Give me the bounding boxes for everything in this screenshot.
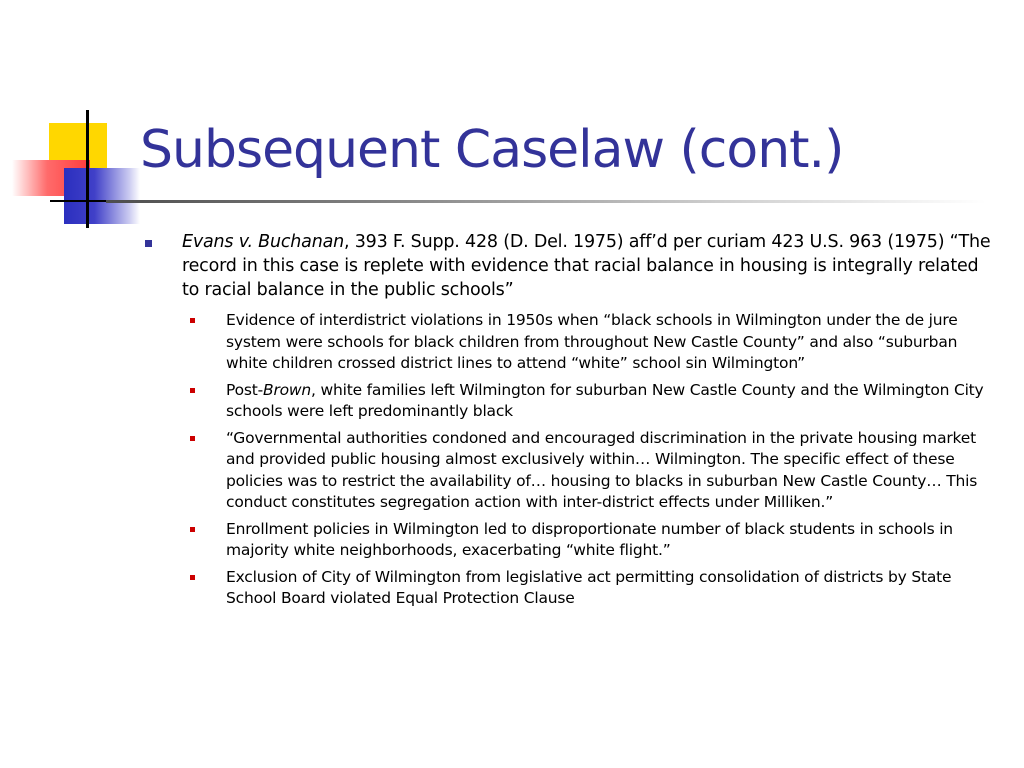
case-name: Evans v. Buchanan	[182, 232, 345, 252]
square-bullet-icon	[145, 240, 152, 247]
sub-bullet-italic: Brown	[263, 380, 312, 399]
square-bullet-icon	[190, 575, 195, 580]
sub-bullet-prefix: Post-	[226, 380, 264, 399]
sub-bullet-text: Exclusion of City of Wilmington from legislative act permitting consolidation of districts by State School Board violated Equal Protection Clause	[226, 567, 952, 607]
sub-bullet-text: Enrollment policies in Wilmington led to disproportionate number of black students in schools in majority white neighborhoods, exacerbating “white flight.”	[226, 519, 953, 559]
square-bullet-icon	[190, 527, 195, 532]
main-bullet-item	[145, 230, 995, 302]
square-bullet-icon	[190, 436, 195, 441]
sub-bullet-text: Evidence of interdistrict violations in 1950s when “black schools in Wilmington under the de jure system were schools for black children from throughout New Castle County” and also “suburban white children crossed district lines to attend “white” school sin Wilmington”	[226, 311, 958, 372]
decorative-logo	[0, 0, 150, 240]
slide-title: Subsequent Caselaw (cont.)	[140, 120, 844, 180]
title-underline	[106, 200, 986, 203]
square-bullet-icon	[190, 388, 195, 393]
sub-bullet-text: “Governmental authorities condoned and encouraged discrimination in the private housing market and provided public housing almost exclusively within… Wilmington. The specific effect of these policies was to restrict the availability of… housing to blacks in suburban New Castle County… This conduct constitutes segregation action with inter-district effects under Milliken.”	[226, 428, 978, 511]
slide-body	[145, 230, 995, 615]
main-bullet-text: , 393 F. Supp. 428 (D. Del. 1975) aff’d per curiam 423 U.S. 963 (1975) “The record in this case is replete with evidence that racial balance in housing is integrally related to racial balance in the public schools”	[182, 232, 991, 300]
vertical-line-decoration	[86, 110, 89, 228]
sub-bullet-item	[190, 310, 995, 375]
square-bullet-icon	[190, 318, 195, 323]
sub-bullet-item	[190, 567, 995, 610]
sub-bullet-item	[190, 428, 995, 514]
sub-bullet-suffix: , white families left Wilmington for suburban New Castle County and the Wilmington City schools were left predominantly black	[226, 380, 984, 420]
sub-bullet-list	[145, 310, 995, 610]
blue-square-decoration	[64, 168, 140, 224]
sub-bullet-item	[190, 519, 995, 562]
sub-bullet-item	[190, 380, 995, 423]
horizontal-line-decoration	[50, 200, 112, 202]
